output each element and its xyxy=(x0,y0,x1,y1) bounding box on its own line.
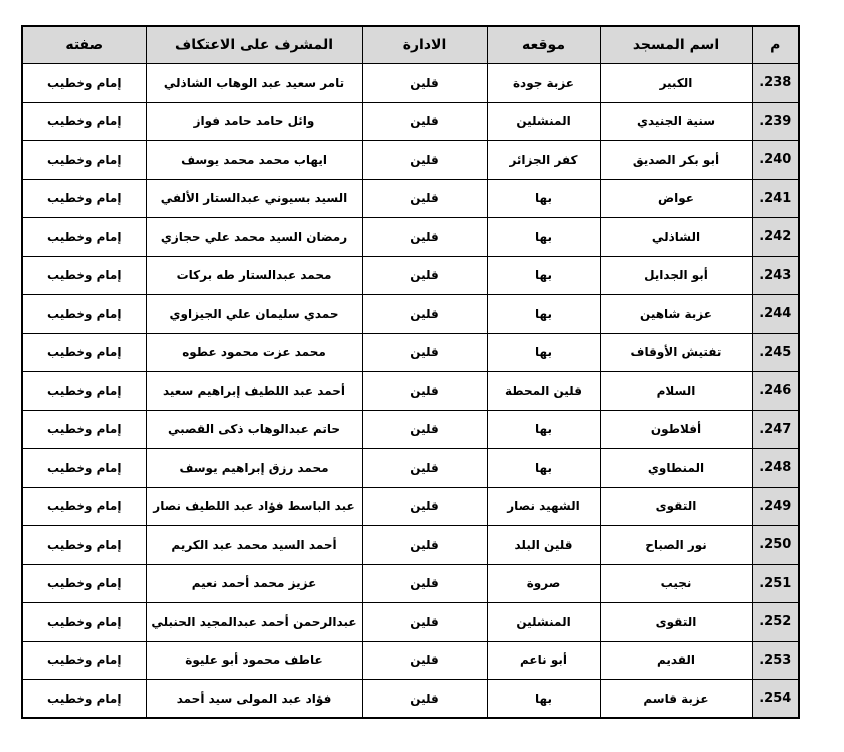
cell-location: كفر الجزائر xyxy=(487,141,600,180)
cell-location: عزبة جودة xyxy=(487,64,600,103)
table-row xyxy=(22,449,799,488)
cell-supervisor-name: تامر سعيد عبد الوهاب الشاذلي xyxy=(146,64,362,103)
cell-location: بها xyxy=(487,449,600,488)
cell-administration: قلين xyxy=(362,141,487,180)
cell-title: إمام وخطيب xyxy=(22,372,146,411)
cell-mosque-name: عزبة شاهين xyxy=(600,295,752,334)
cell-row-number: 240. xyxy=(752,141,799,180)
cell-administration: قلين xyxy=(362,372,487,411)
cell-mosque-name: أبو بكر الصديق xyxy=(600,141,752,180)
cell-row-number: 252. xyxy=(752,603,799,642)
cell-administration: قلين xyxy=(362,449,487,488)
col-header-admin: الادارة xyxy=(362,26,487,64)
cell-supervisor-name: وائل حامد حامد فواز xyxy=(146,102,362,141)
cell-supervisor-name: حمدي سليمان علي الجيزاوي xyxy=(146,295,362,334)
table-row xyxy=(22,526,799,565)
cell-administration: قلين xyxy=(362,102,487,141)
cell-administration: قلين xyxy=(362,564,487,603)
cell-row-number: 249. xyxy=(752,487,799,526)
cell-title: إمام وخطيب xyxy=(22,295,146,334)
cell-title: إمام وخطيب xyxy=(22,641,146,680)
cell-title: إمام وخطيب xyxy=(22,564,146,603)
cell-title: إمام وخطيب xyxy=(22,603,146,642)
cell-row-number: 253. xyxy=(752,641,799,680)
col-header-supervisor: المشرف على الاعتكاف xyxy=(146,26,362,64)
table-row xyxy=(22,256,799,295)
table-row xyxy=(22,680,799,719)
table-row xyxy=(22,141,799,180)
cell-administration: قلين xyxy=(362,333,487,372)
cell-supervisor-name: عبدالرحمن أحمد عبدالمجيد الحنبلي xyxy=(146,603,362,642)
col-header-location: موقعه xyxy=(487,26,600,64)
cell-supervisor-name: محمد رزق إبراهيم يوسف xyxy=(146,449,362,488)
table-row xyxy=(22,333,799,372)
cell-row-number: 238. xyxy=(752,64,799,103)
col-header-mosque: اسم المسجد xyxy=(600,26,752,64)
table-row xyxy=(22,218,799,257)
cell-title: إمام وخطيب xyxy=(22,680,146,719)
col-header-title: صفته xyxy=(22,26,146,64)
cell-administration: قلين xyxy=(362,680,487,719)
cell-location: بها xyxy=(487,333,600,372)
cell-row-number: 251. xyxy=(752,564,799,603)
cell-administration: قلين xyxy=(362,295,487,334)
cell-mosque-name: سنية الجنيدي xyxy=(600,102,752,141)
cell-title: إمام وخطيب xyxy=(22,218,146,257)
cell-row-number: 250. xyxy=(752,526,799,565)
table-row xyxy=(22,487,799,526)
cell-supervisor-name: عاطف محمود أبو عليوة xyxy=(146,641,362,680)
cell-location: بها xyxy=(487,295,600,334)
cell-administration: قلين xyxy=(362,256,487,295)
cell-row-number: 243. xyxy=(752,256,799,295)
cell-row-number: 242. xyxy=(752,218,799,257)
cell-mosque-name: عزبة قاسم xyxy=(600,680,752,719)
cell-title: إمام وخطيب xyxy=(22,487,146,526)
cell-administration: قلين xyxy=(362,487,487,526)
cell-supervisor-name: عبد الباسط فؤاد عبد اللطيف نصار xyxy=(146,487,362,526)
table-row xyxy=(22,372,799,411)
cell-location: الشهيد نصار xyxy=(487,487,600,526)
cell-mosque-name: نجيب xyxy=(600,564,752,603)
cell-supervisor-name: عزيز محمد أحمد نعيم xyxy=(146,564,362,603)
cell-mosque-name: القديم xyxy=(600,641,752,680)
cell-supervisor-name: أحمد عبد اللطيف إبراهيم سعيد xyxy=(146,372,362,411)
cell-row-number: 241. xyxy=(752,179,799,218)
table-row xyxy=(22,295,799,334)
table-header-row xyxy=(22,26,799,64)
cell-supervisor-name: فؤاد عبد المولى سيد أحمد xyxy=(146,680,362,719)
cell-location: بها xyxy=(487,410,600,449)
cell-supervisor-name: ايهاب محمد محمد يوسف xyxy=(146,141,362,180)
table-row xyxy=(22,102,799,141)
col-header-num: م xyxy=(752,26,799,64)
cell-location: قلين المحطة xyxy=(487,372,600,411)
cell-location: بها xyxy=(487,218,600,257)
cell-administration: قلين xyxy=(362,218,487,257)
cell-mosque-name: عواض xyxy=(600,179,752,218)
cell-row-number: 239. xyxy=(752,102,799,141)
cell-supervisor-name: السيد بسيوني عبدالستار الألفي xyxy=(146,179,362,218)
cell-mosque-name: أبو الجدايل xyxy=(600,256,752,295)
cell-mosque-name: تفتيش الأوقاف xyxy=(600,333,752,372)
cell-row-number: 244. xyxy=(752,295,799,334)
cell-mosque-name: التقوى xyxy=(600,603,752,642)
cell-row-number: 254. xyxy=(752,680,799,719)
cell-administration: قلين xyxy=(362,410,487,449)
cell-location: بها xyxy=(487,179,600,218)
cell-title: إمام وخطيب xyxy=(22,141,146,180)
table-row xyxy=(22,564,799,603)
cell-location: بها xyxy=(487,256,600,295)
cell-mosque-name: التقوى xyxy=(600,487,752,526)
table-header xyxy=(22,26,799,64)
cell-supervisor-name: حاتم عبدالوهاب ذكى القصبي xyxy=(146,410,362,449)
cell-administration: قلين xyxy=(362,64,487,103)
cell-title: إمام وخطيب xyxy=(22,179,146,218)
cell-administration: قلين xyxy=(362,603,487,642)
table-row xyxy=(22,179,799,218)
cell-location: قلين البلد xyxy=(487,526,600,565)
itikaf-supervisors-table xyxy=(21,25,800,719)
cell-mosque-name: أفلاطون xyxy=(600,410,752,449)
cell-administration: قلين xyxy=(362,179,487,218)
cell-supervisor-name: محمد عبدالستار طه بركات xyxy=(146,256,362,295)
table-row xyxy=(22,603,799,642)
cell-row-number: 248. xyxy=(752,449,799,488)
cell-row-number: 245. xyxy=(752,333,799,372)
cell-mosque-name: المنطاوي xyxy=(600,449,752,488)
cell-mosque-name: الشاذلي xyxy=(600,218,752,257)
table-row xyxy=(22,641,799,680)
cell-title: إمام وخطيب xyxy=(22,102,146,141)
cell-mosque-name: الكبير xyxy=(600,64,752,103)
cell-supervisor-name: رمضان السيد محمد علي حجازي xyxy=(146,218,362,257)
cell-administration: قلين xyxy=(362,526,487,565)
cell-supervisor-name: محمد عزت محمود عطوه xyxy=(146,333,362,372)
cell-title: إمام وخطيب xyxy=(22,64,146,103)
cell-mosque-name: نور الصباح xyxy=(600,526,752,565)
cell-location: المنشلين xyxy=(487,603,600,642)
cell-row-number: 247. xyxy=(752,410,799,449)
cell-location: بها xyxy=(487,680,600,719)
cell-title: إمام وخطيب xyxy=(22,333,146,372)
table-body xyxy=(22,64,799,719)
cell-location: صروة xyxy=(487,564,600,603)
cell-row-number: 246. xyxy=(752,372,799,411)
cell-administration: قلين xyxy=(362,641,487,680)
table-row xyxy=(22,410,799,449)
cell-mosque-name: السلام xyxy=(600,372,752,411)
cell-location: المنشلين xyxy=(487,102,600,141)
table-row xyxy=(22,64,799,103)
cell-supervisor-name: أحمد السيد محمد عبد الكريم xyxy=(146,526,362,565)
cell-location: أبو ناعم xyxy=(487,641,600,680)
cell-title: إمام وخطيب xyxy=(22,526,146,565)
cell-title: إمام وخطيب xyxy=(22,449,146,488)
cell-title: إمام وخطيب xyxy=(22,256,146,295)
cell-title: إمام وخطيب xyxy=(22,410,146,449)
